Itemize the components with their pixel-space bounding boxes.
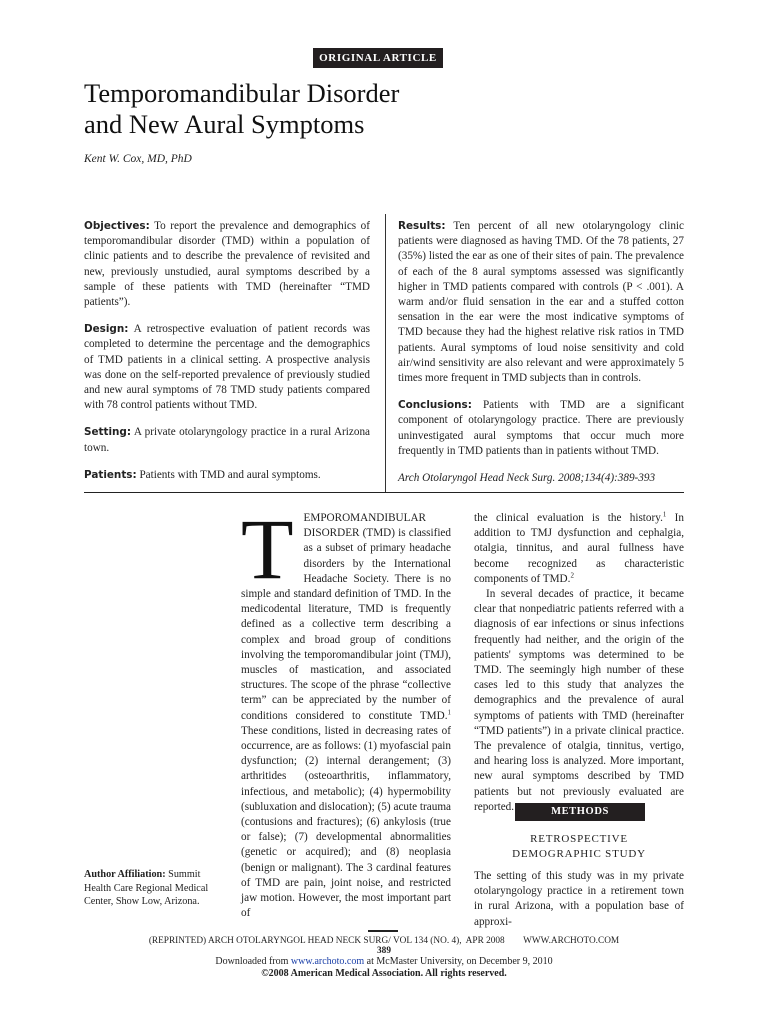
body-column-1: [241, 501, 451, 921]
footer-center-tick: [368, 930, 398, 932]
subhead-line-1: RETROSPECTIVE: [530, 833, 628, 845]
col2-paragraph-2: In several decades of practice, it became clear that nonpediatric patients referred with a diagnosis of ear infections or sinus infections frequently had neither, and the origin of the patients' symptoms was determined to be TMD. The seemingly high number of these cases led to this study that analyzes the demographics and the prevalence of aural symptoms of patients with TMD (hereinafter “TMD patients”) in a private clinical practice. The prevalence of otalgia, tinnitus, vertigo, and hearing loss is analyzed. More important, new aural symptoms described by TMD patients but not previously evaluated are reported.: [474, 588, 684, 813]
conclusions-label: Conclusions:: [398, 399, 472, 412]
drop-cap: T: [241, 501, 294, 597]
body-column-2: [474, 511, 684, 815]
ref-superscript: 2: [570, 571, 574, 580]
title-line-1: Temporomandibular Disorder: [84, 78, 400, 108]
author-affiliation: [84, 868, 224, 909]
footer-journal-line: (REPRINTED) ARCH OTOLARYNGOL HEAD NECK SURG/ VOL 134 (NO. 4), APR 2008 WWW.ARCHOTO.COM: [148, 936, 620, 946]
abstract-conclusions: [398, 398, 684, 459]
abstract-design: [84, 322, 370, 413]
objectives-label: Objectives:: [84, 220, 150, 232]
patients-label: Patients:: [84, 468, 137, 481]
article-title: [84, 78, 604, 140]
setting-text: A private otolaryngology practice in a rural Arizona town.: [84, 426, 370, 454]
affiliation-label: Author Affiliation:: [84, 869, 166, 880]
patients-text: Patients with TMD and aural symptoms.: [139, 468, 321, 481]
col2-paragraph-1: [474, 511, 684, 587]
intro-lead-small-caps: EMPOROMANDIBULAR DISORDER: [303, 512, 426, 540]
setting-label: Setting:: [84, 426, 132, 439]
conclusions-text: Patients with TMD are a significant component of otolaryngology practice. There are previously uninvestigated aural symptoms that occur much more frequently in TMD patients than in patients without TMD.: [398, 399, 684, 457]
copyright-notice: ©2008 American Medical Association. All rights reserved.: [261, 968, 507, 979]
download-prefix: Downloaded from: [215, 956, 291, 967]
archoto-link[interactable]: www.archoto.com: [290, 956, 365, 967]
download-suffix: at McMaster University, on December 9, 2010: [364, 956, 553, 967]
abstract-left-column: [84, 219, 370, 495]
col2-p1-text-a: the clinical evaluation is the history.: [474, 512, 663, 524]
title-line-2: and New Aural Symptoms: [84, 109, 365, 139]
download-notice: [84, 956, 684, 967]
methods-section-banner: METHODS: [515, 803, 645, 821]
design-label: Design:: [84, 323, 129, 336]
abstract-results: [398, 219, 684, 386]
ref-superscript: 1: [662, 510, 667, 519]
intro-paragraph: [241, 501, 451, 921]
author-line: Kent W. Cox, MD, PhD: [84, 153, 192, 165]
article-type-banner: ORIGINAL ARTICLE: [313, 48, 443, 68]
results-text: Ten percent of all new otolaryngology clinic patients were diagnosed as having TMD. Of the 78 patients, 27 (35%) listed the ear as one of their sites of pain. The prevalence of each of the 8 aural symptoms assessed was significantly higher in TMD patients compared with controls (P < .001). A warm and/or fluid sensation in the ear and a stuffed cotton sensation in the ear were the most indicative symptoms of TMD because they had the highest relative risk ratios in TMD patients. Aural symptoms of loud noise sensitivity and cold air/wind sensitivity are also relevant and were approximately 5 times more frequent in TMD subjects than in controls.: [398, 220, 684, 385]
intro-text-b: These conditions, listed in decreasing rates of occurrence, are as follows: (1) myofascial pain dysfunction; (2) internal derangement; (3) arthritides (osteoarthritis, inflammatory, infectious, and metabolic); (4) hypermobility (subluxation and dislocation); (5) acute trauma (contusions and fractures); (6) ankylosis (true or false); (7) developmental abnormalities (genetic or acquired); and (8) neoplasia (benign or malignant). The 3 cardinal features of TMD are pain, joint noise, and restricted jaw motion. However, the most important part of: [241, 724, 451, 920]
results-label: Results:: [398, 220, 446, 232]
methods-paragraph: [474, 869, 684, 930]
intro-text-a: (TMD) is classified as a subset of primary headache disorders by the International Headache Society. There is no simple and standard definition of TMD. In the medicodental literature, TMD is frequently defined as a collective term describing a complex and broad group of conditions involving the temporomandibular joint (TMJ), muscles of mastication, and associated structures. The scope of the phrase “collective term” can be appreciated by the number of conditions considered to constitute TMD.: [241, 527, 451, 722]
subhead-line-2: DEMOGRAPHIC STUDY: [512, 848, 646, 860]
affiliation-text: Summit Health Care Regional Medical Center, Show Low, Arizona.: [84, 869, 209, 908]
abstract-bottom-rule: [84, 492, 684, 493]
abstract-right-column: [398, 219, 684, 498]
abstract-setting: [84, 425, 370, 455]
abstract-citation: Arch Otolaryngol Head Neck Surg. 2008;134(4):389-393: [398, 472, 656, 485]
page-number: 389: [377, 946, 391, 956]
design-text: A retrospective evaluation of patient records was completed to determine the percentage and the demographics of TMD patients in a clinical setting. A prospective analysis was done on the self-reported prevalence of previously studied and new aural symptoms of 78 TMD study patients compared with 78 control patients without TMD.: [84, 323, 370, 412]
abstract-patients: [84, 468, 370, 483]
methods-text: The setting of this study was in my private otolaryngology practice in a retirement town in rural Arizona, with a population base of approxi-: [474, 870, 684, 928]
abstract-column-divider: [385, 214, 386, 492]
col2-p1-text-b: In addition to TMJ dysfunction and cephalgia, otalgia, tinnitus, and aural fullness have become recognized as characteristic components of TMD.: [474, 512, 684, 585]
objectives-text: To report the prevalence and demographics of temporomandibular disorder (TMD) within a population of clinic patients and to describe the prevalence of revisited and new, previously unstudied, aural symptoms described by a sample of these patients with TMD (hereinafter “TMD patients”).: [84, 220, 370, 309]
retrospective-study-subheading: [474, 832, 684, 862]
abstract-objectives: [84, 219, 370, 310]
ref-superscript: 1: [447, 707, 451, 716]
